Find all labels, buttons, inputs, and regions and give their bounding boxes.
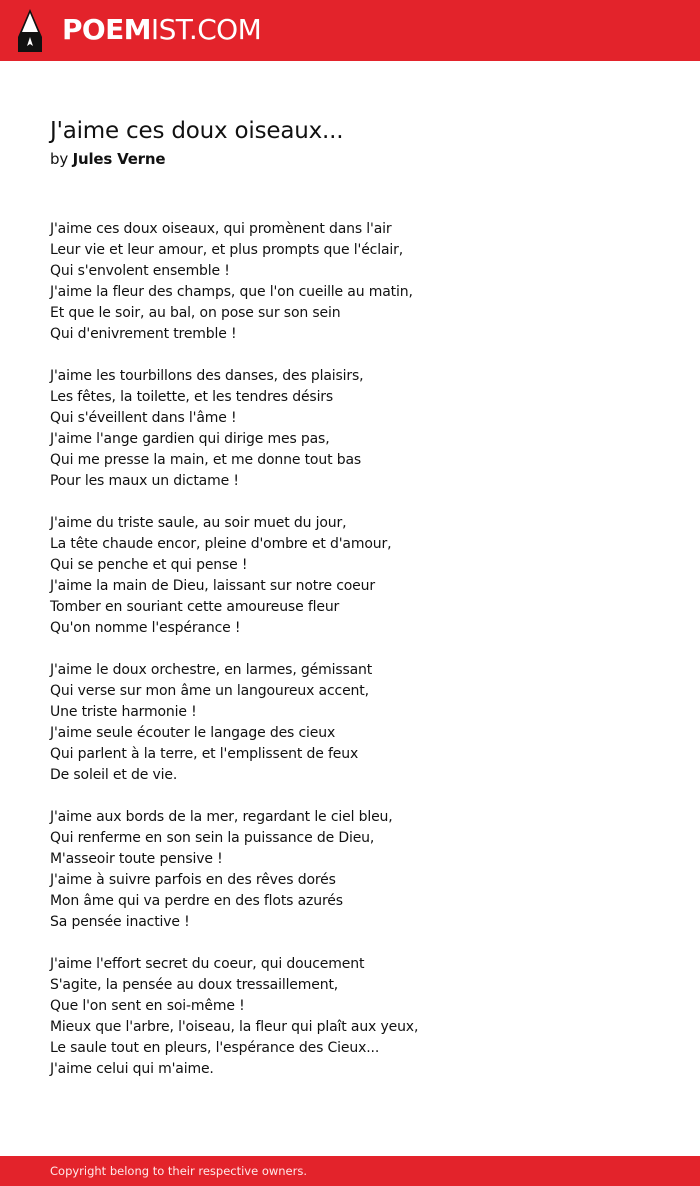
poem-line: J'aime aux bords de la mer, regardant le ciel bleu, xyxy=(50,809,393,825)
copyright-notice: Copyright belong to their respective owners. xyxy=(50,1164,308,1178)
poem-body xyxy=(50,219,670,1101)
poem-line: M'asseoir toute pensive ! xyxy=(50,851,223,867)
poem-line: J'aime à suivre parfois en des rêves dorés xyxy=(50,872,336,888)
author-name: Jules Verne xyxy=(72,150,166,168)
poem-line: J'aime du triste saule, au soir muet du jour, xyxy=(50,515,347,531)
poem-stanza xyxy=(50,660,670,786)
poem-line: Qu'on nomme l'espérance ! xyxy=(50,620,241,636)
poem-line: J'aime seule écouter le langage des cieux xyxy=(50,725,336,741)
poem-line: J'aime le doux orchestre, en larmes, gémissant xyxy=(50,662,373,678)
poem-line: Qui parlent à la terre, et l'emplissent de feux xyxy=(50,746,359,762)
poem-line: S'agite, la pensée au doux tressaillement, xyxy=(50,977,339,993)
poem-line: Le saule tout en pleurs, l'espérance des Cieux... xyxy=(50,1040,380,1056)
poem-stanza xyxy=(50,954,670,1080)
poem-line: Tomber en souriant cette amoureuse fleur xyxy=(50,599,340,615)
site-footer xyxy=(0,1156,700,1186)
poem-line: J'aime ces doux oiseaux, qui promènent dans l'air xyxy=(50,221,392,237)
poem-line: Qui me presse la main, et me donne tout bas xyxy=(50,452,362,468)
poem-line: Et que le soir, au bal, on pose sur son sein xyxy=(50,305,341,321)
poem-title: J'aime ces doux oiseaux... xyxy=(50,118,344,144)
site-header xyxy=(0,0,700,61)
poem-stanza xyxy=(50,807,670,933)
site-logo-wordmark[interactable] xyxy=(62,13,261,47)
poem-line: J'aime l'effort secret du coeur, qui doucement xyxy=(50,956,365,972)
logo-wordmark-light: IST.COM xyxy=(150,13,262,46)
poem-line: J'aime la fleur des champs, que l'on cueille au matin, xyxy=(50,284,413,300)
poem-line: Sa pensée inactive ! xyxy=(50,914,190,930)
poem-line: Les fêtes, la toilette, et les tendres désirs xyxy=(50,389,334,405)
by-label: by xyxy=(50,150,68,168)
poem-line: Qui verse sur mon âme un langoureux accent, xyxy=(50,683,369,699)
poem-stanza xyxy=(50,513,670,639)
poem-line: Que l'on sent en soi-même ! xyxy=(50,998,245,1014)
poem-line: Qui s'éveillent dans l'âme ! xyxy=(50,410,237,426)
poem-line: J'aime les tourbillons des danses, des plaisirs, xyxy=(50,368,364,384)
pen-nib-logo-icon[interactable] xyxy=(17,9,43,52)
poem-line: Mon âme qui va perdre en des flots azurés xyxy=(50,893,343,909)
poem-line: Leur vie et leur amour, et plus prompts que l'éclair, xyxy=(50,242,404,258)
poem-line: Qui se penche et qui pense ! xyxy=(50,557,248,573)
poem-line: Qui renferme en son sein la puissance de Dieu, xyxy=(50,830,375,846)
poem-line: J'aime l'ange gardien qui dirige mes pas, xyxy=(50,431,330,447)
poem-line: Qui s'envolent ensemble ! xyxy=(50,263,230,279)
poem-line: J'aime la main de Dieu, laissant sur notre coeur xyxy=(50,578,375,594)
poem-byline xyxy=(50,149,165,169)
poem-line: Mieux que l'arbre, l'oiseau, la fleur qui plaît aux yeux, xyxy=(50,1019,419,1035)
poem-line: De soleil et de vie. xyxy=(50,767,178,783)
poem-line: La tête chaude encor, pleine d'ombre et d'amour, xyxy=(50,536,392,552)
poem-stanza xyxy=(50,219,670,345)
poem-line: J'aime celui qui m'aime. xyxy=(50,1061,214,1077)
poem-line: Une triste harmonie ! xyxy=(50,704,197,720)
logo-wordmark-bold: POEM xyxy=(62,13,151,46)
poem-stanza xyxy=(50,366,670,492)
poem-line: Qui d'enivrement tremble ! xyxy=(50,326,237,342)
poem-line: Pour les maux un dictame ! xyxy=(50,473,239,489)
